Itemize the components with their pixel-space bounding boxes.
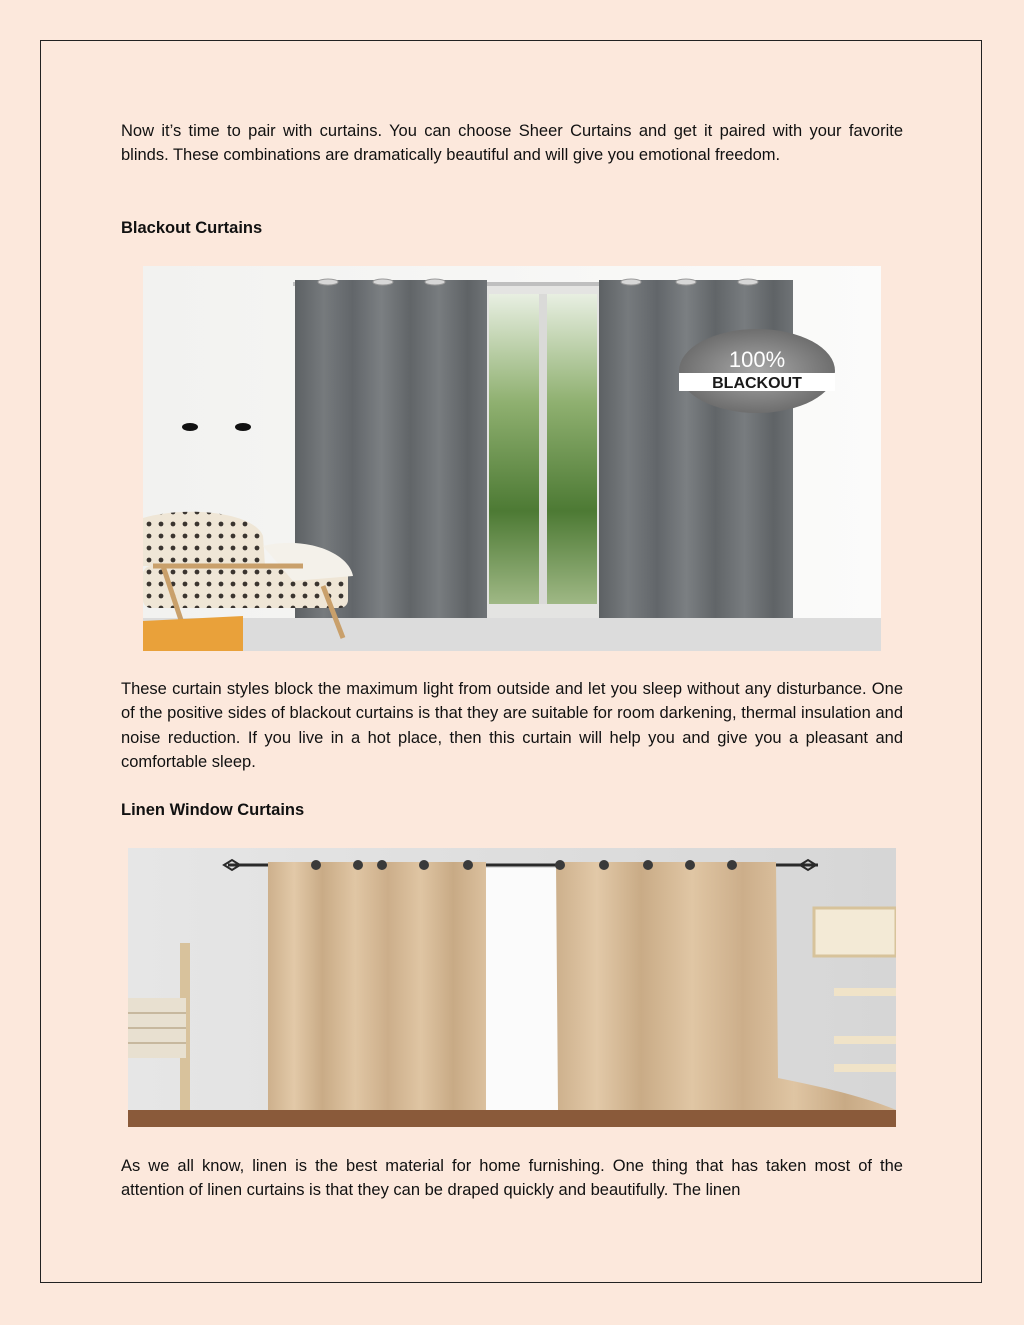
blackout-curtains-photo [143,266,881,651]
linen-heading: Linen Window Curtains [121,801,305,819]
linen-paragraph: As we all know, linen is the best material for home furnishing. One thing that has taken most of the attention of linen curtains is that they can be draped quickly and beautifully. The linen [121,1157,903,1200]
blackout-paragraph: These curtain styles block the maximum light from outside and let you sleep without any disturbance. One of the positive sides of blackout curtains is that they are suitable for room darkening, thermal insulation and noise reduction. If you live in a hot place, then this curtain will help you and give you a pleasant and comfortable sleep. [121,680,903,772]
linen-curtains-photo [128,848,896,1127]
intro-paragraph: Now it’s time to pair with curtains. You can choose Sheer Curtains and get it paired with your favorite blinds. These combinations are dramatically beautiful and will give you emotional freedom. [121,122,903,165]
badge-percent: 100% [728,347,786,372]
badge-label: BLACKOUT [712,375,802,392]
blackout-heading: Blackout Curtains [121,219,263,237]
